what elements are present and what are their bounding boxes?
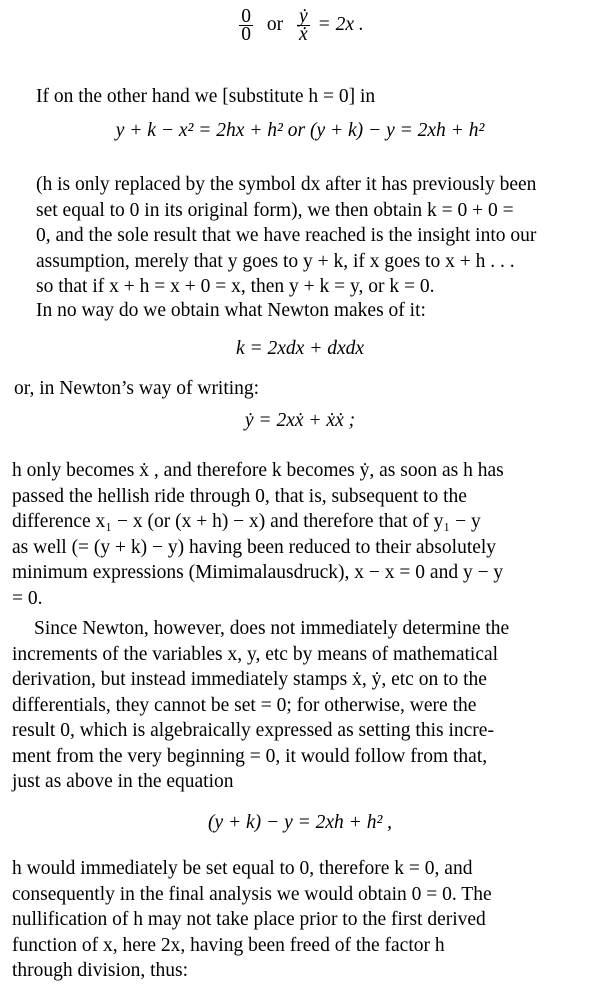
or-word: or	[266, 13, 284, 35]
fraction-zero-over-zero: $\frac{0}{0}$	[241, 6, 251, 45]
equation-5: (y + k) − y = 2xh + h² ,	[207, 812, 393, 833]
equation-top	[0, 8, 600, 43]
paragraph-4: h only becomes ẋ , and therefore k becomes ẏ, as soon as h has passed the hellish ride through 0, that is, subsequent to the difference x₁ − x (or (x + h) − x) and therefore that of y₁ − y as well (= (y + k) − y) having been reduced to their absolutely minimum expressions (Mimimalausdruck), x − x = 0 and y − y = 0.	[12, 460, 504, 609]
paragraph-5: Since Newton, however, does not immediately determine the increments of the variables x, y, etc by means of mathematical derivation, but instead immediately stamps ẋ, ẏ, etc on to the differentials, they cannot be set = 0; for otherwise, were the result 0, which is algebraically expressed as setting this incre- ment from the very beginning = 0, it would follow from that, just as above in the equation	[12, 618, 510, 792]
fraction-ydot-over-xdot: $\frac{\text{ẏ}}{\text{ẋ}}$	[299, 6, 308, 45]
paragraph-3: or, in Newton’s way of writing:	[14, 378, 260, 399]
equation-2: y + k − x² = 2hx + h² or (y + k) − y = 2xh + h²	[115, 120, 485, 141]
paragraph-6: h would immediately be set equal to 0, therefore k = 0, and consequently in the final analysis we would obtain 0 = 0. The nullification of h may not take place prior to the first derived function of x, here 2x, having been freed of the factor h through division, thus:	[12, 858, 492, 981]
equation-4: ẏ = 2xẋ + ẋẋ ;	[244, 410, 356, 431]
equation-rhs: = 2x .	[317, 13, 364, 35]
intro-line: If on the other hand we [substitute h = 0] in	[36, 86, 376, 107]
paragraph-2: In no way do we obtain what Newton makes of it:	[36, 300, 426, 321]
equation-3: k = 2xdx + dxdx	[235, 338, 365, 359]
paragraph-1: (h is only replaced by the symbol dx after it has previously been set equal to 0 in its original form), we then obtain k = 0 + 0 = 0, and the sole result that we have reached is the insight into our assumption, merely that y goes to y + k, if x goes to x + h . . . so that if x + h = x + 0 = x, then y + k = y, or k = 0.	[36, 174, 537, 297]
